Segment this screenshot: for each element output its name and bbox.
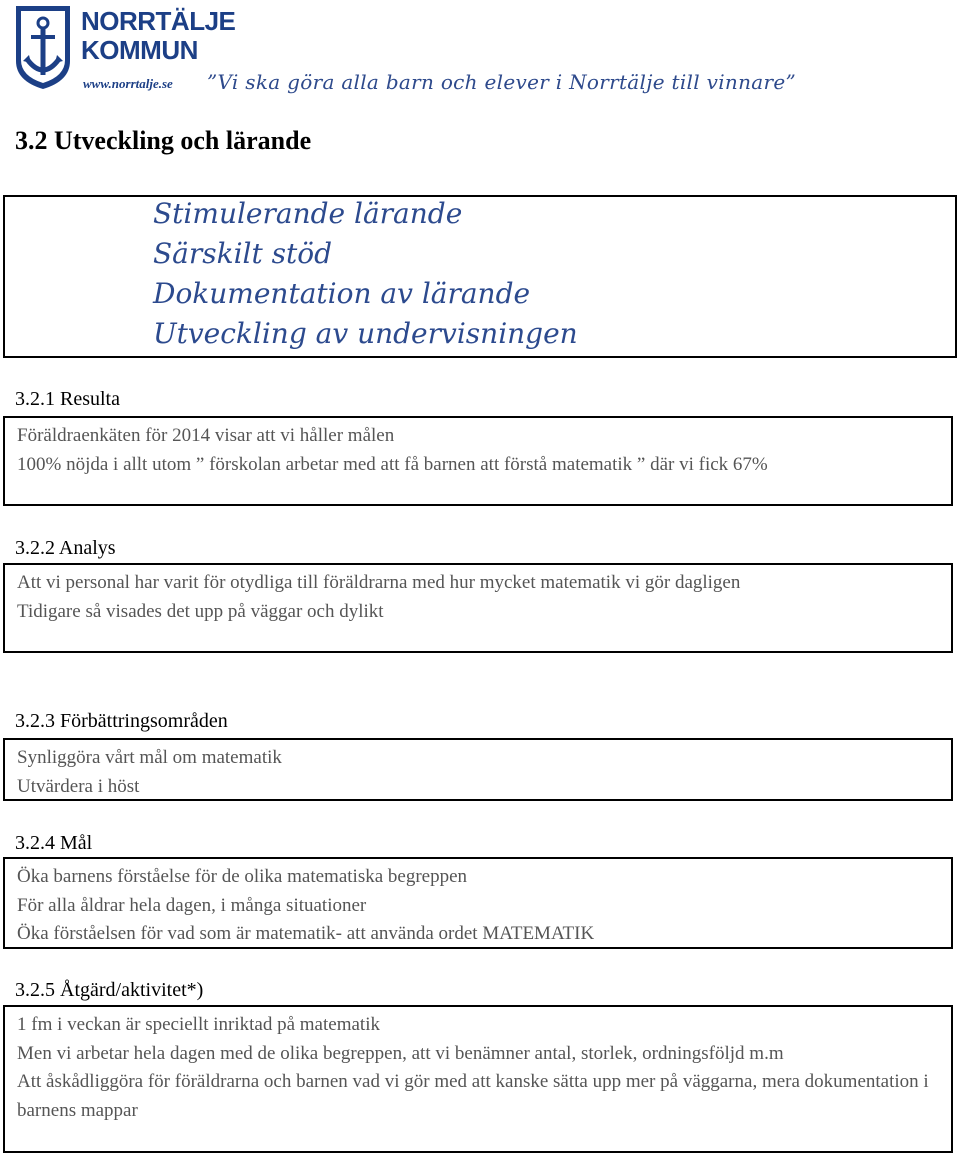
section-box-atgard	[3, 1005, 953, 1153]
section-box-forbattringsomraden	[3, 738, 953, 801]
section-box-mal	[3, 857, 953, 949]
section-heading-analys: 3.2.2 Analys	[15, 537, 116, 559]
section-line: Föräldraenkäten för 2014 visar att vi håller målen	[17, 425, 395, 446]
page-title: 3.2 Utveckling och lärande	[15, 126, 312, 155]
section-heading-forbattringsomraden: 3.2.3 Förbättringsområden	[15, 710, 228, 732]
anchor-shield-icon	[13, 3, 73, 91]
section-line: Att vi personal har varit för otydliga till föräldrarna med hur mycket matematik vi gör dagligen	[17, 572, 741, 593]
section-line: 100% nöjda i allt utom ” förskolan arbetar med att få barnen att förstå matematik ” där vi fick 67%	[17, 453, 768, 475]
section-line: Utvärdera i höst	[17, 775, 140, 797]
section-line: Öka förståelsen för vad som är matematik- att använda ordet MATEMATIK	[17, 923, 595, 944]
logo-line1: NORRTÄLJE	[81, 6, 236, 36]
section-heading-resultat: 3.2.1 Resulta	[15, 388, 120, 410]
section-line: För alla åldrar hela dagen, i många situationer	[17, 894, 367, 916]
section-line: Tidigare så visades det upp på väggar och dylikt	[17, 600, 384, 622]
focus-area-item: Särskilt stöd	[153, 237, 333, 270]
section-box-resultat	[3, 416, 953, 506]
section-box-analys	[3, 563, 953, 653]
section-heading-mal: 3.2.4 Mål	[15, 832, 93, 854]
section-heading-atgard: 3.2.5 Åtgärd/aktivitet*)	[15, 979, 204, 1001]
section-line: 1 fm i veckan är speciellt inriktad på matematik	[17, 1014, 380, 1035]
section-line: Men vi arbetar hela dagen med de olika begreppen, att vi benämner antal, storlek, ordningsföljd m.m	[17, 1042, 784, 1064]
focus-area-item: Utveckling av undervisningen	[153, 317, 578, 350]
section-line: Att åskådliggöra för föräldrarna och barnen vad vi gör med att kanske sätta upp mer på väggarna, mera dokumentation i barnens mappar	[17, 1071, 929, 1121]
logo-url: www.norrtalje.se	[83, 76, 173, 91]
focus-area-item: Dokumentation av lärande	[153, 277, 531, 310]
focus-area-item: Stimulerande lärande	[153, 197, 463, 230]
section-line: Synliggöra vårt mål om matematik	[17, 747, 282, 768]
focus-areas-box	[3, 195, 957, 358]
norrtalje-logo	[13, 3, 236, 98]
motto: ”Vi ska göra alla barn och elever i Norrtälje till vinnare”	[207, 70, 796, 94]
section-line: Öka barnens förståelse för de olika matematiska begreppen	[17, 866, 468, 887]
logo-line2: KOMMUN	[81, 35, 198, 65]
